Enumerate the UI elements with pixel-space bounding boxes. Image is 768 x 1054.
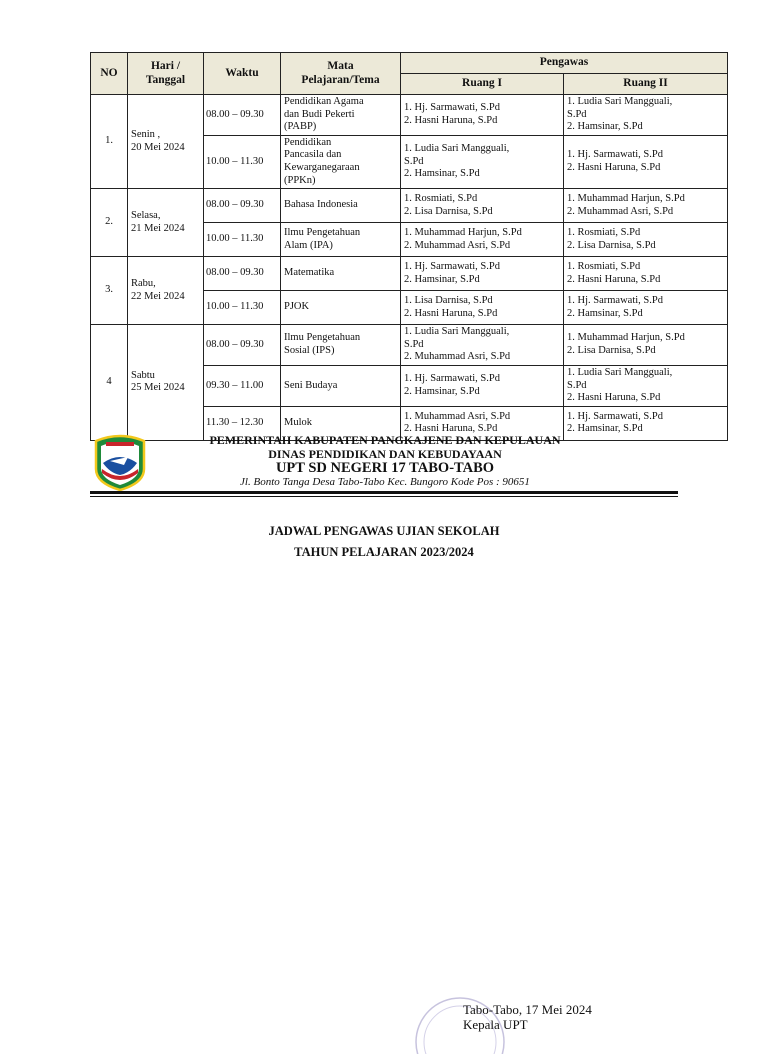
row-date: Rabu, 22 Mei 2024: [128, 257, 204, 325]
row-number: 4: [91, 325, 128, 441]
session-time: 08.00 – 09.30: [204, 325, 281, 366]
session-room-1-supervisors: 1. Lisa Darnisa, S.Pd 2. Hasni Haruna, S.Pd: [401, 291, 564, 325]
session-time: 10.00 – 11.30: [204, 291, 281, 325]
document-title: JADWAL PENGAWAS UJIAN SEKOLAH: [268, 524, 500, 538]
session-room-2-supervisors: 1. Muhammad Harjun, S.Pd 2. Muhammad Asri, S.Pd: [564, 189, 728, 223]
header-subject: Mata Pelajaran/Tema: [281, 53, 401, 95]
row-date: Senin , 20 Mei 2024: [128, 95, 204, 189]
session-subject: Seni Budaya: [281, 365, 401, 406]
schedule-table: [90, 52, 728, 441]
session-time: 10.00 – 11.30: [204, 223, 281, 257]
table-row: [91, 189, 728, 223]
letterhead-department: DINAS PENDIDIKAN DAN KEBUDAYAAN: [268, 447, 502, 461]
session-room-1-supervisors: 1. Rosmiati, S.Pd 2. Lisa Darnisa, S.Pd: [401, 189, 564, 223]
header-supervisors: Pengawas: [401, 53, 728, 74]
document-subtitle: TAHUN PELAJARAN 2023/2024: [294, 545, 474, 559]
header-time: Waktu: [204, 53, 281, 95]
session-room-1-supervisors: 1. Hj. Sarmawati, S.Pd 2. Hamsinar, S.Pd: [401, 257, 564, 291]
session-room-2-supervisors: 1. Ludia Sari Mangguali, S.Pd 2. Hasni Haruna, S.Pd: [564, 365, 728, 406]
letterhead-school: UPT SD NEGERI 17 TABO-TABO: [275, 460, 495, 476]
schedule-body: [91, 95, 728, 441]
session-room-2-supervisors: 1. Ludia Sari Mangguali, S.Pd 2. Hamsinar, S.Pd: [564, 95, 728, 136]
session-subject: PJOK: [281, 291, 401, 325]
session-time: 08.00 – 09.30: [204, 189, 281, 223]
letterhead-government: PEMERINTAH KABUPATEN PANGKAJENE DAN KEPULAUAN: [209, 433, 561, 447]
session-room-2-supervisors: 1. Hj. Sarmawati, S.Pd 2. Hamsinar, S.Pd: [564, 291, 728, 325]
session-subject: Matematika: [281, 257, 401, 291]
session-room-1-supervisors: 1. Muhammad Harjun, S.Pd 2. Muhammad Asri, S.Pd: [401, 223, 564, 257]
table-row: [91, 325, 728, 366]
session-time: 08.00 – 09.30: [204, 95, 281, 136]
signature-place-date: Tabo-Tabo, 17 Mei 2024: [463, 1002, 592, 1017]
session-room-2-supervisors: 1. Rosmiati, S.Pd 2. Hasni Haruna, S.Pd: [564, 257, 728, 291]
session-room-1-supervisors: 1. Muhammad Asri, S.Pd 2. Hasni Haruna, S.Pd: [401, 406, 564, 440]
session-time: 11.30 – 12.30: [204, 406, 281, 440]
session-subject: Ilmu Pengetahuan Alam (IPA): [281, 223, 401, 257]
session-room-2-supervisors: 1. Hj. Sarmawati, S.Pd 2. Hamsinar, S.Pd: [564, 406, 728, 440]
session-room-1-supervisors: 1. Hj. Sarmawati, S.Pd 2. Hasni Haruna, S.Pd: [401, 95, 564, 136]
letterhead-rule-thick: [90, 491, 678, 494]
session-time: 08.00 – 09.30: [204, 257, 281, 291]
session-subject: Pendidikan Agama dan Budi Pekerti (PABP): [281, 95, 401, 136]
header-room-1: Ruang I: [401, 74, 564, 95]
header-no: NO: [91, 53, 128, 95]
header-date: Hari / Tanggal: [128, 53, 204, 95]
session-subject: Pendidikan Pancasila dan Kewarganegaraan (PPKn): [281, 135, 401, 188]
letterhead-rule-thin: [90, 496, 678, 497]
signature-position: Kepala UPT: [463, 1017, 528, 1032]
row-number: 3.: [91, 257, 128, 325]
header-room-2: Ruang II: [564, 74, 728, 95]
session-subject: Ilmu Pengetahuan Sosial (IPS): [281, 325, 401, 366]
session-subject: Mulok: [281, 406, 401, 440]
session-room-2-supervisors: 1. Hj. Sarmawati, S.Pd 2. Hasni Haruna, S.Pd: [564, 135, 728, 188]
table-row: [91, 95, 728, 136]
row-number: 2.: [91, 189, 128, 257]
table-row: [91, 257, 728, 291]
letterhead-address: Jl. Bonto Tanga Desa Tabo-Tabo Kec. Bungoro Kode Pos : 90651: [240, 476, 530, 488]
session-room-2-supervisors: 1. Muhammad Harjun, S.Pd 2. Lisa Darnisa, S.Pd: [564, 325, 728, 366]
session-room-1-supervisors: 1. Ludia Sari Mangguali, S.Pd 2. Muhammad Asri, S.Pd: [401, 325, 564, 366]
row-date: Sabtu 25 Mei 2024: [128, 325, 204, 441]
session-room-1-supervisors: 1. Ludia Sari Mangguali, S.Pd 2. Hamsinar, S.Pd: [401, 135, 564, 188]
session-room-2-supervisors: 1. Rosmiati, S.Pd 2. Lisa Darnisa, S.Pd: [564, 223, 728, 257]
row-number: 1.: [91, 95, 128, 189]
session-time: 10.00 – 11.30: [204, 135, 281, 188]
row-date: Selasa, 21 Mei 2024: [128, 189, 204, 257]
session-time: 09.30 – 11.00: [204, 365, 281, 406]
session-subject: Bahasa Indonesia: [281, 189, 401, 223]
session-room-1-supervisors: 1. Hj. Sarmawati, S.Pd 2. Hamsinar, S.Pd: [401, 365, 564, 406]
